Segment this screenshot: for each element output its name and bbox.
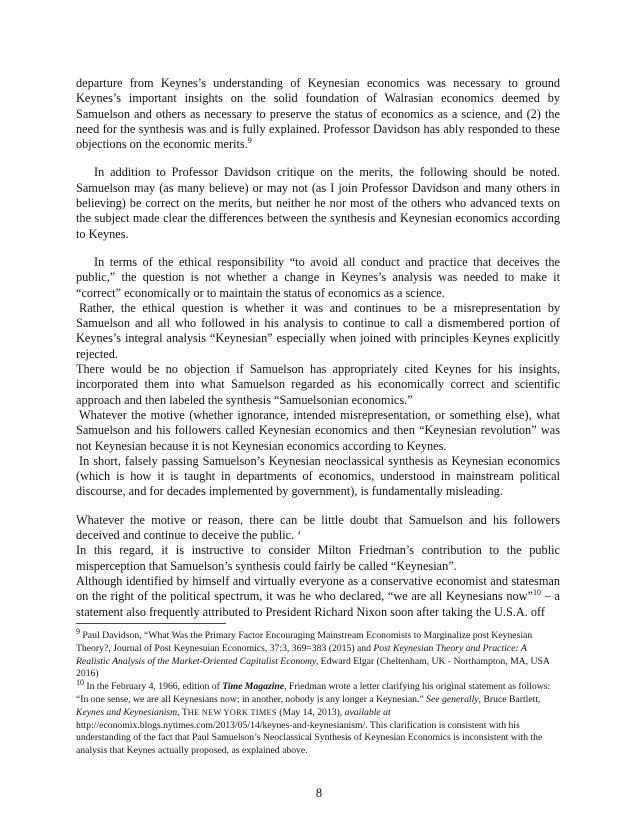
footnote-9-book-title: Post Keynesian Theory and Practice: A Realistic Analysis of the Market-Oriented Capitalist Economy,: [76, 642, 527, 667]
paragraph-2: In addition to Professor Davidson critique on the merits, the following should be noted. Samuelson may (as many believe) or may not (as I join Professor Davidson and many others in believing) be correct on the merits, but neither he nor most of the others who advanced texts on the subject made clear the differences between the synthesis and Keynesian economics according to Keynes.: [76, 165, 560, 241]
paragraph-5: There would be no objection if Samuelson has appropriately cited Keynes for his insights, incorporated them into what Samuelson regarded as his economically correct and scientific approach and then labeled the synthesis “Samuelsonian economics.”: [76, 362, 560, 407]
footnote-separator: [76, 623, 226, 624]
footnotes: [76, 626, 562, 758]
article-title: Keynes and Keynesianism: [76, 706, 178, 718]
paragraph-10: Although identified by himself and virtually everyone as a conservative economist and statesman on the right of the political spectrum, it was he who declared, “we are all Keynesians now”$^{10}$ – a statement also frequently attributed to President Richard Nixon soon after taking the U.S.A. off: [76, 573, 560, 619]
body-text: [76, 76, 560, 620]
time-magazine-title: Time Magazine: [222, 681, 285, 693]
paragraph-8: Whatever the motive or reason, there can be little doubt that Samuelson and his followers deceived and continue to deceive the public. ‘: [76, 512, 560, 543]
page-number: 8: [315, 786, 323, 800]
paragraph-1: departure from Keynes’s understanding of Keynesian economics was necessary to ground Keynes’s important insights on the solid foundation of Walrasian economics deemed by Samuelson and others as necessary to preserve the status of economics as a science, and (2) the need for the synthesis was and is fully explained. Professor Davidson has ably responded to these objections on the economic merits.$^9$: [76, 76, 560, 152]
paragraph-3: In terms of the ethical responsibility “to avoid all conduct and practice that deceives the public,” the question is not whether a change in Keynes’s analysis was needed to make it “correct” economically or to maintain the status of economics as a science.: [76, 254, 560, 300]
paragraph-9: In this regard, it is instructive to consider Milton Friedman’s contribution to the public misperception that Samuelson’s synthesis could fairly be called “Keynesian”.: [76, 543, 560, 573]
nyt-small-caps: HE NEW YORK TIMES: [187, 707, 277, 717]
paragraph-6: Whatever the motive (whether ignorance, intended misrepresentation, or something else), what Samuelson and his followers called Keynesian economics and then “Keynesian revolution” was not Keynesian because it is not Keynesian economics according to Keynes.: [76, 407, 560, 453]
footnote-9: $^9$ Paul Davidson, “What Was the Primary Factor Encouraging Mainstream Economists to Marginalize post Keynesian Theory?, Journal of Post Keynesuian Economics, 37:3, 369=383 (2015) and Post Keynesian Theory and Practice: A Realistic Analysis of the Market-Oriented Capitalist Economy, Edward Elgar (Cheltenham, UK - Northampton, MA, USA 2016): [76, 626, 550, 680]
available-at: available at: [344, 706, 391, 718]
paragraph-4: Rather, the ethical question is whether it was and continues to be a misrepresentation by Samuelson and all who followed in his analysis to continue to call a dismembered portion of Keynes’s integral analysis “Keynesian” especially when joined with principles Keynes explicitly rejected.: [76, 300, 560, 361]
paragraph-7: In short, falsely passing Samuelson’s Keynesian neoclassical synthesis as Keynesian economics (which is how it is taught in departments of economics, understood in mainstream political discourse, and for decades implemented by government), is fundamentally misleading.: [76, 453, 560, 499]
see-generally: See generally: [426, 693, 479, 705]
footnote-10-url-and-text: http://economix.blogs.nytimes.com/2013/05/14/keynes-and-keynesianism/. This clarification is consistent with his understanding of the fact that Paul Samuelson’s Neoclassical Synthesis of Keynesian Economics is inconsistent with the analysis that Keynes actually proposed, as explained above.: [76, 719, 543, 757]
footnote-ref-10[interactable]: 10: [533, 588, 542, 598]
footnote-ref-9[interactable]: 9: [247, 136, 252, 146]
footnote-10: $^{10}$ In the February 4, 1966, edition of Time Magazine, Friedman wrote a letter clarifying his original statement as follows: “In one sense, we are all Keynesians now; in another, nobody is any longer a Keynesian.” See generally, Bruce Bartlett, Keynes and Keynesianism, THE NEW YORK TIMES (May 14, 2013), available at http://economix.blogs.nytimes.com/2013/05/14/keynes-and-keynesianism/. This clarification is consistent with his understanding of the fact that Paul Samuelson’s Neoclassical Synthesis of Keynesian Economics is inconsistent with the analysis that Keynes actually proposed, as explained above.: [76, 677, 551, 757]
